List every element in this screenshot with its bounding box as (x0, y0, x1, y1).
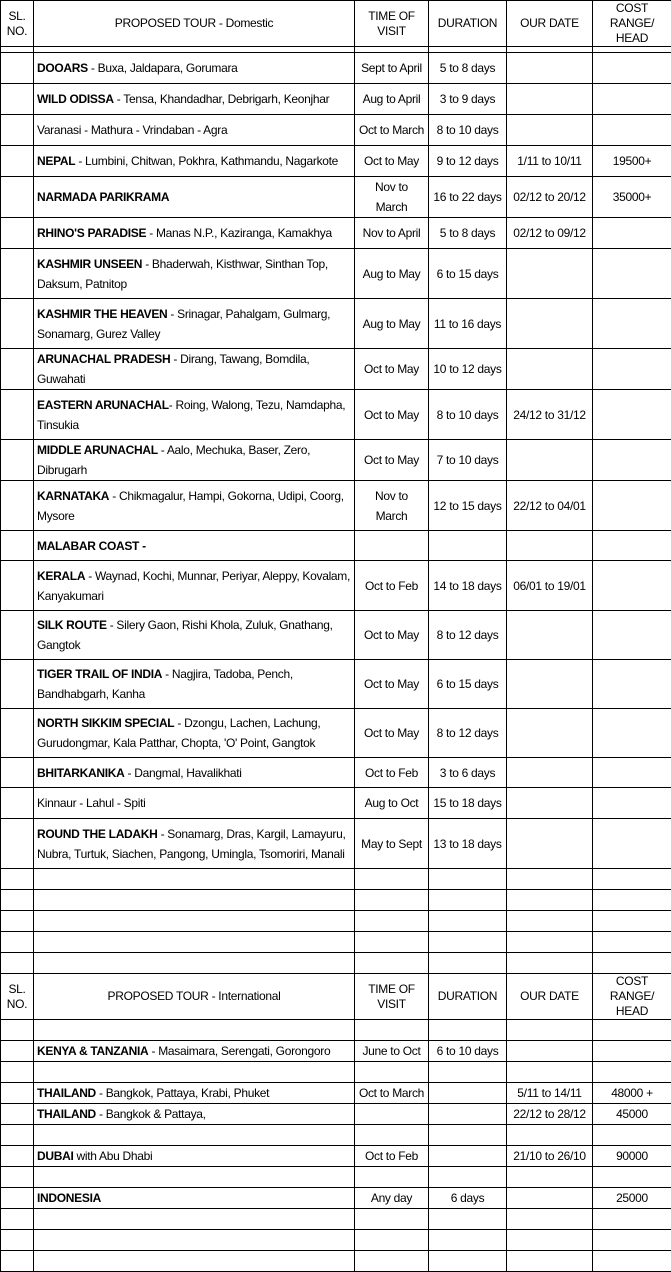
duration: 10 to 12 days (429, 349, 507, 390)
time-of-visit: May to Sept (355, 819, 429, 869)
tour-name: SILK ROUTE - Silery Gaon, Rishi Khola, Zuluk, Gnathang, Gangtok (34, 611, 355, 660)
empty-row (1, 869, 671, 890)
our-date (507, 440, 593, 481)
our-date (507, 53, 593, 84)
cost (593, 390, 671, 440)
table-row (1, 249, 671, 299)
our-date: 22/12 to 04/01 (507, 481, 593, 531)
time-of-visit: Oct to May (355, 709, 429, 758)
duration: 8 to 10 days (429, 390, 507, 440)
cost (593, 349, 671, 390)
duration: 8 to 10 days (429, 115, 507, 146)
tour-name: NEPAL - Lumbini, Chitwan, Pokhra, Kathmandu, Nagarkote (34, 146, 355, 177)
table-row (1, 1188, 671, 1209)
time-of-visit: Aug to May (355, 249, 429, 299)
our-date: 02/12 to 09/12 (507, 218, 593, 249)
time-of-visit: Sept to April (355, 53, 429, 84)
duration (429, 1146, 507, 1167)
duration: 14 to 18 days (429, 561, 507, 611)
empty-row (1, 1251, 671, 1272)
our-date (507, 115, 593, 146)
duration: 8 to 12 days (429, 709, 507, 758)
empty-row (1, 1125, 671, 1146)
cost (593, 531, 671, 561)
cost (593, 481, 671, 531)
tour-name: DOOARS - Buxa, Jaldapara, Gorumara (34, 53, 355, 84)
duration: 5 to 8 days (429, 53, 507, 84)
our-date (507, 349, 593, 390)
table-row (1, 1041, 671, 1062)
tour-name: KENYA & TANZANIA - Masaimara, Serengati, Gorongoro (34, 1041, 355, 1062)
time-of-visit: Oct to Feb (355, 561, 429, 611)
table-row (1, 1083, 671, 1104)
our-date: 06/01 to 19/01 (507, 561, 593, 611)
table-row (1, 788, 671, 819)
empty-row (1, 953, 671, 974)
tour-name: EASTERN ARUNACHAL- Roing, Walong, Tezu, Namdapha, Tinsukia (34, 390, 355, 440)
tour-name: BHITARKANIKA - Dangmal, Havalikhati (34, 758, 355, 788)
time-of-visit: Nov to April (355, 218, 429, 249)
tour-name: Kinnaur - Lahul - Spiti (34, 788, 355, 819)
header-proposed-tour: PROPOSED TOUR - Domestic (34, 1, 355, 47)
cost: 19500+ (593, 146, 671, 177)
cost (593, 561, 671, 611)
table-row (1, 53, 671, 84)
duration: 13 to 18 days (429, 819, 507, 869)
time-of-visit: Oct to March (355, 1083, 429, 1104)
duration: 7 to 10 days (429, 440, 507, 481)
cost (593, 709, 671, 758)
empty-row (1, 1209, 671, 1230)
our-date: 24/12 to 31/12 (507, 390, 593, 440)
table-row (1, 481, 671, 531)
table-row (1, 611, 671, 660)
duration: 6 days (429, 1188, 507, 1209)
our-date: 02/12 to 20/12 (507, 177, 593, 218)
table-row (1, 299, 671, 349)
our-date (507, 84, 593, 115)
cost (593, 299, 671, 349)
empty-row (1, 1167, 671, 1188)
time-of-visit: Nov to March (355, 177, 429, 218)
header-time-of-visit: TIME OF VISIT (355, 1, 429, 47)
tour-name: KARNATAKA - Chikmagalur, Hampi, Gokorna, Udipi, Coorg, Mysore (34, 481, 355, 531)
tour-name: MALABAR COAST - (34, 531, 355, 561)
tour-name: INDONESIA (34, 1188, 355, 1209)
cost: 48000 + (593, 1083, 671, 1104)
duration: 3 to 6 days (429, 758, 507, 788)
header-cost-range: COST RANGE/ HEAD (593, 1, 671, 47)
duration: 11 to 16 days (429, 299, 507, 349)
header-proposed-tour: PROPOSED TOUR - International (34, 974, 355, 1020)
cost (593, 611, 671, 660)
our-date (507, 249, 593, 299)
duration (429, 1104, 507, 1125)
duration (429, 1083, 507, 1104)
our-date: 22/12 to 28/12 (507, 1104, 593, 1125)
cost: 25000 (593, 1188, 671, 1209)
duration (429, 531, 507, 561)
time-of-visit: Aug to Oct (355, 788, 429, 819)
our-date (507, 660, 593, 709)
tour-name: KASHMIR THE HEAVEN - Srinagar, Pahalgam, Gulmarg, Sonamarg, Gurez Valley (34, 299, 355, 349)
our-date (507, 1041, 593, 1062)
tour-name: KASHMIR UNSEEN - Bhaderwah, Kisthwar, Sinthan Top, Daksum, Patnitop (34, 249, 355, 299)
our-date (507, 819, 593, 869)
time-of-visit: Aug to May (355, 299, 429, 349)
tour-name: DUBAI with Abu Dhabi (34, 1146, 355, 1167)
tour-name: THAILAND - Bangkok & Pattaya, (34, 1104, 355, 1125)
time-of-visit: Any day (355, 1188, 429, 1209)
table-row (1, 561, 671, 611)
cost (593, 440, 671, 481)
our-date (507, 709, 593, 758)
table-row (1, 440, 671, 481)
duration: 16 to 22 days (429, 177, 507, 218)
tour-name: RHINO'S PARADISE - Manas N.P., Kaziranga, Kamakhya (34, 218, 355, 249)
our-date (507, 299, 593, 349)
cost: 90000 (593, 1146, 671, 1167)
time-of-visit: Oct to May (355, 146, 429, 177)
table-row (1, 758, 671, 788)
time-of-visit: Oct to May (355, 440, 429, 481)
our-date (507, 788, 593, 819)
duration: 6 to 10 days (429, 1041, 507, 1062)
empty-row (1, 1020, 671, 1041)
header-sl: SL. NO. (1, 1, 34, 47)
tour-name: WILD ODISSA - Tensa, Khandadhar, Debrigarh, Keonjhar (34, 84, 355, 115)
tour-name: MIDDLE ARUNACHAL - Aalo, Mechuka, Baser, Zero, Dibrugarh (34, 440, 355, 481)
duration: 15 to 18 days (429, 788, 507, 819)
table-row (1, 218, 671, 249)
domestic-header-row (1, 1, 671, 47)
table-row (1, 1104, 671, 1125)
tour-name: Varanasi - Mathura - Vrindaban - Agra (34, 115, 355, 146)
cost (593, 53, 671, 84)
duration: 12 to 15 days (429, 481, 507, 531)
our-date: 21/10 to 26/10 (507, 1146, 593, 1167)
cost (593, 788, 671, 819)
time-of-visit: Oct to May (355, 390, 429, 440)
empty-row (1, 1230, 671, 1251)
table-row (1, 709, 671, 758)
duration: 6 to 15 days (429, 249, 507, 299)
our-date (507, 531, 593, 561)
tour-name: NORTH SIKKIM SPECIAL - Dzongu, Lachen, Lachung, Gurudongmar, Kala Patthar, Chopta, 'O' Point, Gangtok (34, 709, 355, 758)
cost (593, 1041, 671, 1062)
duration: 8 to 12 days (429, 611, 507, 660)
cost (593, 249, 671, 299)
our-date: 1/11 to 10/11 (507, 146, 593, 177)
duration: 3 to 9 days (429, 84, 507, 115)
header-our-date: OUR DATE (507, 974, 593, 1020)
time-of-visit: Aug to April (355, 84, 429, 115)
cost (593, 758, 671, 788)
cost: 35000+ (593, 177, 671, 218)
cost (593, 819, 671, 869)
empty-row (1, 911, 671, 932)
empty-row (1, 1062, 671, 1083)
tour-name: KERALA - Waynad, Kochi, Munnar, Periyar, Aleppy, Kovalam, Kanyakumari (34, 561, 355, 611)
our-date: 5/11 to 14/11 (507, 1083, 593, 1104)
time-of-visit: Oct to May (355, 611, 429, 660)
header-sl: SL. NO. (1, 974, 34, 1020)
cost (593, 218, 671, 249)
tour-name: TIGER TRAIL OF INDIA - Nagjira, Tadoba, Pench, Bandhabgarh, Kanha (34, 660, 355, 709)
our-date (507, 611, 593, 660)
table-row (1, 84, 671, 115)
time-of-visit: Nov to March (355, 481, 429, 531)
duration: 9 to 12 days (429, 146, 507, 177)
duration: 6 to 15 days (429, 660, 507, 709)
our-date (507, 1188, 593, 1209)
tour-name: ROUND THE LADAKH - Sonamarg, Dras, Kargil, Lamayuru, Nubra, Turtuk, Siachen, Pangong, Umingla, Tsomoriri, Manali (34, 819, 355, 869)
table-row (1, 1146, 671, 1167)
table-row (1, 819, 671, 869)
duration: 5 to 8 days (429, 218, 507, 249)
time-of-visit: Oct to Feb (355, 758, 429, 788)
cost: 45000 (593, 1104, 671, 1125)
tour-name: THAILAND - Bangkok, Pattaya, Krabi, Phuket (34, 1083, 355, 1104)
tour-name: ARUNACHAL PRADESH - Dirang, Tawang, Bomdila, Guwahati (34, 349, 355, 390)
header-our-date: OUR DATE (507, 1, 593, 47)
cost (593, 660, 671, 709)
time-of-visit (355, 531, 429, 561)
empty-row (1, 932, 671, 953)
header-duration: DURATION (429, 1, 507, 47)
tour-name: NARMADA PARIKRAMA (34, 177, 355, 218)
time-of-visit: Oct to May (355, 349, 429, 390)
empty-row (1, 890, 671, 911)
header-duration: DURATION (429, 974, 507, 1020)
international-header-row (1, 974, 671, 1020)
time-of-visit: Oct to March (355, 115, 429, 146)
our-date (507, 758, 593, 788)
cost (593, 115, 671, 146)
table-row (1, 177, 671, 218)
header-time-of-visit: TIME OF VISIT (355, 974, 429, 1020)
time-of-visit: Oct to May (355, 660, 429, 709)
time-of-visit: June to Oct (355, 1041, 429, 1062)
table-row (1, 349, 671, 390)
table-row (1, 390, 671, 440)
table-row (1, 531, 671, 561)
table-row (1, 660, 671, 709)
time-of-visit: Oct to Feb (355, 1146, 429, 1167)
time-of-visit (355, 1104, 429, 1125)
cost (593, 84, 671, 115)
header-cost-range: COST RANGE/ HEAD (593, 974, 671, 1020)
table-row (1, 115, 671, 146)
table-row (1, 146, 671, 177)
